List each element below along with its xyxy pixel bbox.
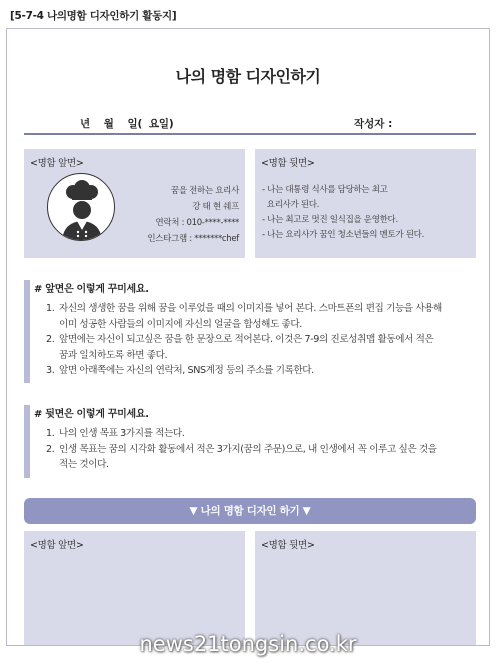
blank-front-card[interactable] <box>24 531 245 645</box>
list-item-text: 인생 목표는 꿈의 시각화 활동에서 적은 3가지(꿈의 주문)으로, 내 인생에서 꼭 이루고 싶은 것을 <box>59 443 437 455</box>
meta-row <box>24 116 476 134</box>
front-card-info <box>147 183 239 247</box>
front-card-title: <명함 앞면> <box>30 158 84 169</box>
front-guide-heading: # 앞면은 이렇게 꾸미세요. <box>34 284 149 295</box>
back-card-title: <명함 뒷면> <box>261 158 315 169</box>
back-guide-list <box>46 426 476 473</box>
back-card-goal-line: - 나는 최고로 멋진 일식집을 운영한다. <box>262 215 398 225</box>
list-item <box>46 442 476 473</box>
list-item <box>46 426 476 442</box>
front-card-name: 강 태 현 쉐프 <box>192 202 239 212</box>
back-card-goal-line: - 나는 대통령 식사를 담당하는 최고 <box>262 185 388 195</box>
blank-back-card[interactable] <box>255 531 476 645</box>
worksheet-title: 나의 명함 디자인하기 <box>175 67 321 86</box>
list-item-text: 꿈과 일치하도록 하면 좋다. <box>59 349 168 361</box>
list-item-text: 앞면 아래쪽에는 자신의 연락처, SNS계정 등의 주소를 기록한다. <box>59 365 314 376</box>
back-card-goal-line: - 나는 요리사가 꿈인 청소년들의 멘토가 된다. <box>262 230 424 240</box>
back-guide <box>24 405 476 480</box>
guide-bar <box>24 280 30 383</box>
front-guide-list <box>46 301 476 379</box>
blank-front-title: <명함 앞면> <box>30 540 84 551</box>
guide-bar <box>24 405 30 478</box>
list-item-text: 자신의 생생한 꿈을 위해 꿈을 이루었을 때의 이미지를 넣어 본다. 스마트폰의 편집 기능을 사용해 <box>59 303 442 314</box>
example-front-card <box>24 149 245 258</box>
design-banner: ▼ 나의 명함 디자인 하기 ▼ <box>24 498 476 524</box>
example-back-card <box>255 149 476 258</box>
front-card-instagram: 인스타그램 : *******chef <box>147 234 239 244</box>
front-card-phone: 연락처 : 010-****-**** <box>155 218 239 228</box>
list-item-text: 나의 인생 목표 3가지를 적는다. <box>59 428 185 439</box>
date-field[interactable]: 년 월 일( 요일) <box>80 118 174 130</box>
document-label: [5-7-4 나의명함 디자인하기 활동지] <box>10 10 177 22</box>
front-guide <box>24 280 476 385</box>
watermark: news21tongsin.co.kr <box>139 632 357 656</box>
front-card-slogan: 꿈을 전하는 요리사 <box>170 186 239 196</box>
list-item <box>46 332 476 363</box>
list-item <box>46 363 476 379</box>
list-item-number: 1. <box>46 303 55 314</box>
list-item-number: 2. <box>46 443 55 455</box>
list-item-number: 2. <box>46 334 55 345</box>
list-item-number: 3. <box>46 365 55 376</box>
meta-divider <box>24 133 476 135</box>
author-field[interactable]: 작성자 : <box>354 118 393 130</box>
list-item-text: 이미 성공한 사람들의 이미지에 자신의 얼굴을 합성해도 좋다. <box>59 318 302 330</box>
list-item-text: 앞면에는 자신이 되고싶은 꿈을 한 문장으로 적어본다. 이것은 7-9의 진로성취맵 활동에서 적은 <box>59 334 434 345</box>
list-item <box>46 301 476 332</box>
list-item-number: 1. <box>46 428 55 439</box>
back-card-goals <box>262 183 424 243</box>
chef-icon <box>47 173 115 241</box>
blank-back-title: <명함 뒷면> <box>261 540 315 551</box>
back-card-goal-line: 요리사가 된다. <box>262 200 320 210</box>
back-guide-heading: # 뒷면은 이렇게 꾸미세요. <box>34 409 149 420</box>
list-item-text: 적는 것이다. <box>59 459 109 470</box>
